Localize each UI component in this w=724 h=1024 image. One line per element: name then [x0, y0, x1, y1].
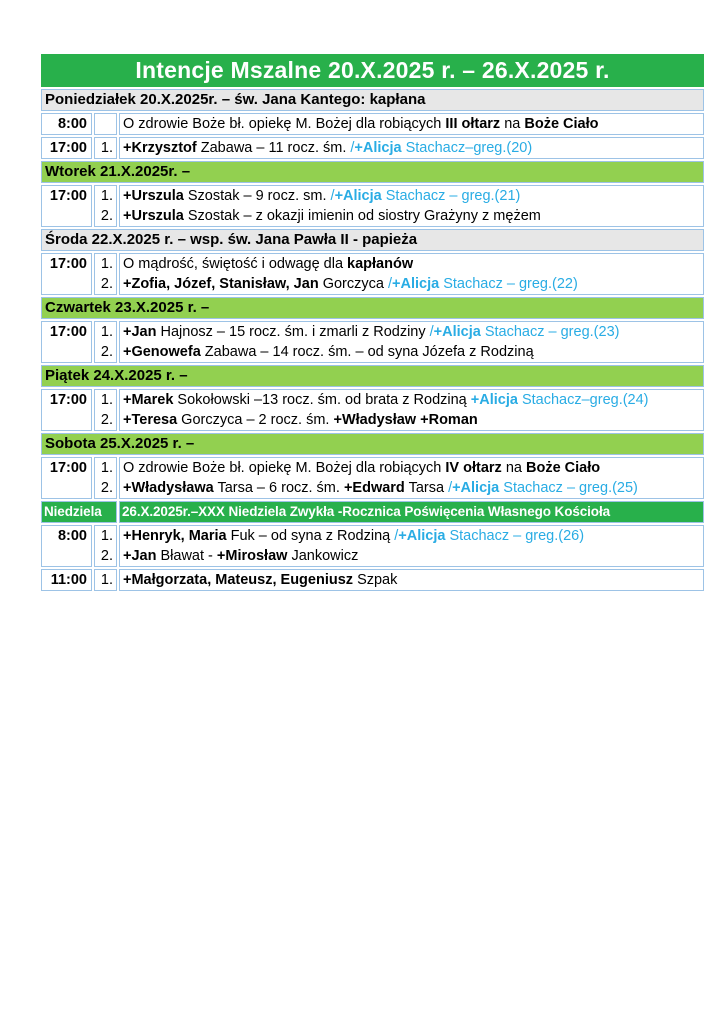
- intention-texts: [119, 253, 704, 295]
- gregorian-note-segment: /: [330, 188, 335, 204]
- intention-segment: Tarsa – 6 rocz. śm.: [213, 480, 344, 496]
- schedule-body: [41, 54, 704, 591]
- intention-texts: [119, 569, 704, 591]
- gregorian-note-segment: +Alicja: [452, 480, 500, 496]
- title-row: [41, 54, 704, 87]
- intention-number: 1.: [100, 572, 113, 588]
- intention-segment: +Edward: [343, 480, 405, 496]
- gregorian-note-segment: Stachacz–greg.(24): [517, 392, 649, 408]
- intention-segment: +Zofia, Józef, Stanisław, Jan: [123, 276, 319, 292]
- intention-texts: [119, 525, 704, 567]
- intention-numbers: [94, 137, 117, 159]
- intention-segment: +Małgorzata, Mateusz, Eugeniusz: [123, 572, 354, 588]
- intention-segment: Szostak – 9 rocz. sm.: [183, 188, 331, 204]
- intention-numbers: [94, 457, 117, 499]
- mass-time: 17:00: [41, 457, 92, 499]
- intention-segment: Sokołowski –13 rocz. śm. od brata z Rodziną: [173, 392, 471, 408]
- day-header-row: [41, 229, 704, 251]
- day-header-row: [41, 501, 704, 523]
- intention-segment: Szpak: [353, 572, 398, 588]
- intention-text: [123, 114, 703, 134]
- intention-segment: Tarsa: [404, 480, 449, 496]
- intention-segment: Zabawa – 11 rocz. śm.: [196, 140, 351, 156]
- gregorian-note-segment: +Alicja: [334, 188, 382, 204]
- intention-texts: [119, 185, 704, 227]
- intention-segment: Zabawa – 14 rocz. śm. – od syna Józefa z Rodziną: [200, 344, 534, 360]
- gregorian-note-segment: +Alicja: [433, 324, 481, 340]
- mass-row: [41, 321, 704, 363]
- gregorian-note-segment: Stachacz – greg.(25): [499, 480, 638, 496]
- intention-segment: +Władysław: [333, 412, 417, 428]
- intention-number: 1.: [100, 528, 113, 544]
- intention-segment: O zdrowie Boże bł. opiekę M. Bożej dla robiących: [123, 460, 446, 476]
- intention-number: 2.: [100, 480, 113, 496]
- intention-number: 1.: [100, 460, 113, 476]
- gregorian-note-segment: +Alicja: [470, 392, 518, 408]
- day-header-label: Poniedziałek 20.X.2025r. – św. Jana Kantego: kapłana: [41, 89, 704, 111]
- intention-texts: [119, 389, 704, 431]
- intention-segment: Szostak – z okazji imienin od siostry Grażyny z mężem: [183, 208, 541, 224]
- day-header-label: 26.X.2025r.–XXX Niedziela Zwykła -Rocznica Poświęcenia Własnego Kościoła: [119, 501, 704, 523]
- intention-number: 1.: [100, 256, 113, 272]
- intention-numbers: [94, 253, 117, 295]
- mass-row: [41, 569, 704, 591]
- gregorian-note-segment: Stachacz – greg.(23): [480, 324, 620, 340]
- intention-text: [123, 274, 703, 294]
- intention-segment: +Jan: [123, 548, 157, 564]
- intention-number: 2.: [100, 344, 113, 360]
- intention-text: [123, 546, 703, 566]
- day-name: Niedziela: [41, 501, 117, 523]
- mass-time: 17:00: [41, 389, 92, 431]
- intention-number: 1.: [100, 392, 113, 408]
- intention-segment: +Urszula: [123, 208, 184, 224]
- mass-row: [41, 389, 704, 431]
- intention-segment: IV ołtarz: [445, 460, 502, 476]
- day-header-label: Czwartek 23.X.2025 r. –: [41, 297, 704, 319]
- intention-segment: Boże Ciało: [525, 460, 601, 476]
- intention-segment: O mądrość, świętość i odwagę dla: [123, 256, 348, 272]
- intention-segment: Bławat -: [156, 548, 217, 564]
- schedule-table: [39, 52, 706, 593]
- intention-text: [123, 254, 703, 274]
- page-title: Intencje Mszalne 20.X.2025 r. – 26.X.2025 r.: [41, 54, 704, 87]
- intention-numbers: [94, 185, 117, 227]
- gregorian-note-segment: +Alicja: [398, 528, 446, 544]
- mass-row: [41, 525, 704, 567]
- intention-numbers: [94, 525, 117, 567]
- intention-text: [123, 478, 703, 498]
- intention-segment: +Krzysztof: [123, 140, 197, 156]
- gregorian-note-segment: /: [394, 528, 399, 544]
- day-header-label: Środa 22.X.2025 r. – wsp. św. Jana Pawła II - papieża: [41, 229, 704, 251]
- intention-segment: +Genowefa: [123, 344, 201, 360]
- intention-text: [123, 458, 703, 478]
- intention-segment: Hajnosz – 15 rocz. śm. i zmarli z Rodziny: [156, 324, 430, 340]
- mass-time: 17:00: [41, 253, 92, 295]
- day-header-label: Piątek 24.X.2025 r. –: [41, 365, 704, 387]
- day-header-row: [41, 161, 704, 183]
- intention-numbers: [94, 113, 117, 135]
- intention-texts: [119, 113, 704, 135]
- intention-text: [123, 186, 703, 206]
- intention-segment: Gorczyca: [318, 276, 388, 292]
- gregorian-note-segment: Stachacz – greg.(26): [445, 528, 585, 544]
- intention-texts: [119, 137, 704, 159]
- intention-numbers: [94, 389, 117, 431]
- gregorian-note-segment: /: [429, 324, 434, 340]
- intention-texts: [119, 457, 704, 499]
- intention-text: [123, 206, 703, 226]
- intention-segment: +Mirosław: [216, 548, 288, 564]
- intention-number: 2.: [100, 548, 113, 564]
- intention-segment: na: [501, 460, 526, 476]
- intention-text: [123, 390, 703, 410]
- day-header-row: [41, 297, 704, 319]
- intention-text: [123, 410, 703, 430]
- gregorian-note-segment: Stachacz–greg.(20): [401, 140, 533, 156]
- intention-segment: +Roman: [420, 412, 478, 428]
- intention-segment: Gorczyca – 2 rocz. śm.: [177, 412, 334, 428]
- intention-text: [123, 342, 703, 362]
- intention-number: 2.: [100, 208, 113, 224]
- intention-segment: +Henryk, Maria: [123, 528, 227, 544]
- mass-row: [41, 253, 704, 295]
- intention-segment: Fuk – od syna z Rodziną: [226, 528, 395, 544]
- intention-text: [123, 138, 703, 158]
- intention-segment: +Władysława: [123, 480, 214, 496]
- intention-numbers: [94, 569, 117, 591]
- gregorian-note-segment: +Alicja: [392, 276, 440, 292]
- mass-row: [41, 137, 704, 159]
- day-header-row: [41, 365, 704, 387]
- mass-time: 17:00: [41, 137, 92, 159]
- intention-segment: III ołtarz: [445, 116, 501, 132]
- intention-number: 2.: [100, 276, 113, 292]
- intention-segment: +Teresa: [123, 412, 178, 428]
- mass-time: 17:00: [41, 185, 92, 227]
- gregorian-note-segment: +Alicja: [354, 140, 402, 156]
- mass-row: [41, 113, 704, 135]
- intention-number: 1.: [100, 324, 113, 340]
- mass-time: 11:00: [41, 569, 92, 591]
- day-header-row: [41, 433, 704, 455]
- gregorian-note-segment: Stachacz – greg.(22): [439, 276, 578, 292]
- day-header-label: Wtorek 21.X.2025r. –: [41, 161, 704, 183]
- intention-number: [95, 114, 113, 134]
- gregorian-note-segment: /: [387, 276, 393, 292]
- intention-segment: na: [500, 116, 525, 132]
- intention-numbers: [94, 321, 117, 363]
- day-header-row: [41, 89, 704, 111]
- gregorian-note-segment: Stachacz – greg.(21): [381, 188, 521, 204]
- day-header-label: Sobota 25.X.2025 r. –: [41, 433, 704, 455]
- mass-time: 8:00: [41, 113, 92, 135]
- gregorian-note-segment: /: [350, 140, 355, 156]
- intention-texts: [119, 321, 704, 363]
- intention-segment: +Jan: [123, 324, 157, 340]
- intention-segment: kapłanów: [347, 256, 414, 272]
- mass-row: [41, 457, 704, 499]
- intention-text: [123, 570, 703, 590]
- intention-number: 2.: [100, 412, 113, 428]
- intention-text: [123, 526, 703, 546]
- intention-segment: Jankowicz: [287, 548, 359, 564]
- gregorian-note-segment: /: [448, 480, 453, 496]
- mass-time: 17:00: [41, 321, 92, 363]
- intention-segment: O zdrowie Boże bł. opiekę M. Bożej dla robiących: [123, 116, 446, 132]
- mass-row: [41, 185, 704, 227]
- intention-text: [123, 322, 703, 342]
- intention-number: 1.: [100, 188, 113, 204]
- intention-number: 1.: [100, 140, 113, 156]
- intention-segment: +Marek: [123, 392, 174, 408]
- intention-segment: Boże Ciało: [524, 116, 599, 132]
- mass-time: 8:00: [41, 525, 92, 567]
- intention-segment: +Urszula: [123, 188, 184, 204]
